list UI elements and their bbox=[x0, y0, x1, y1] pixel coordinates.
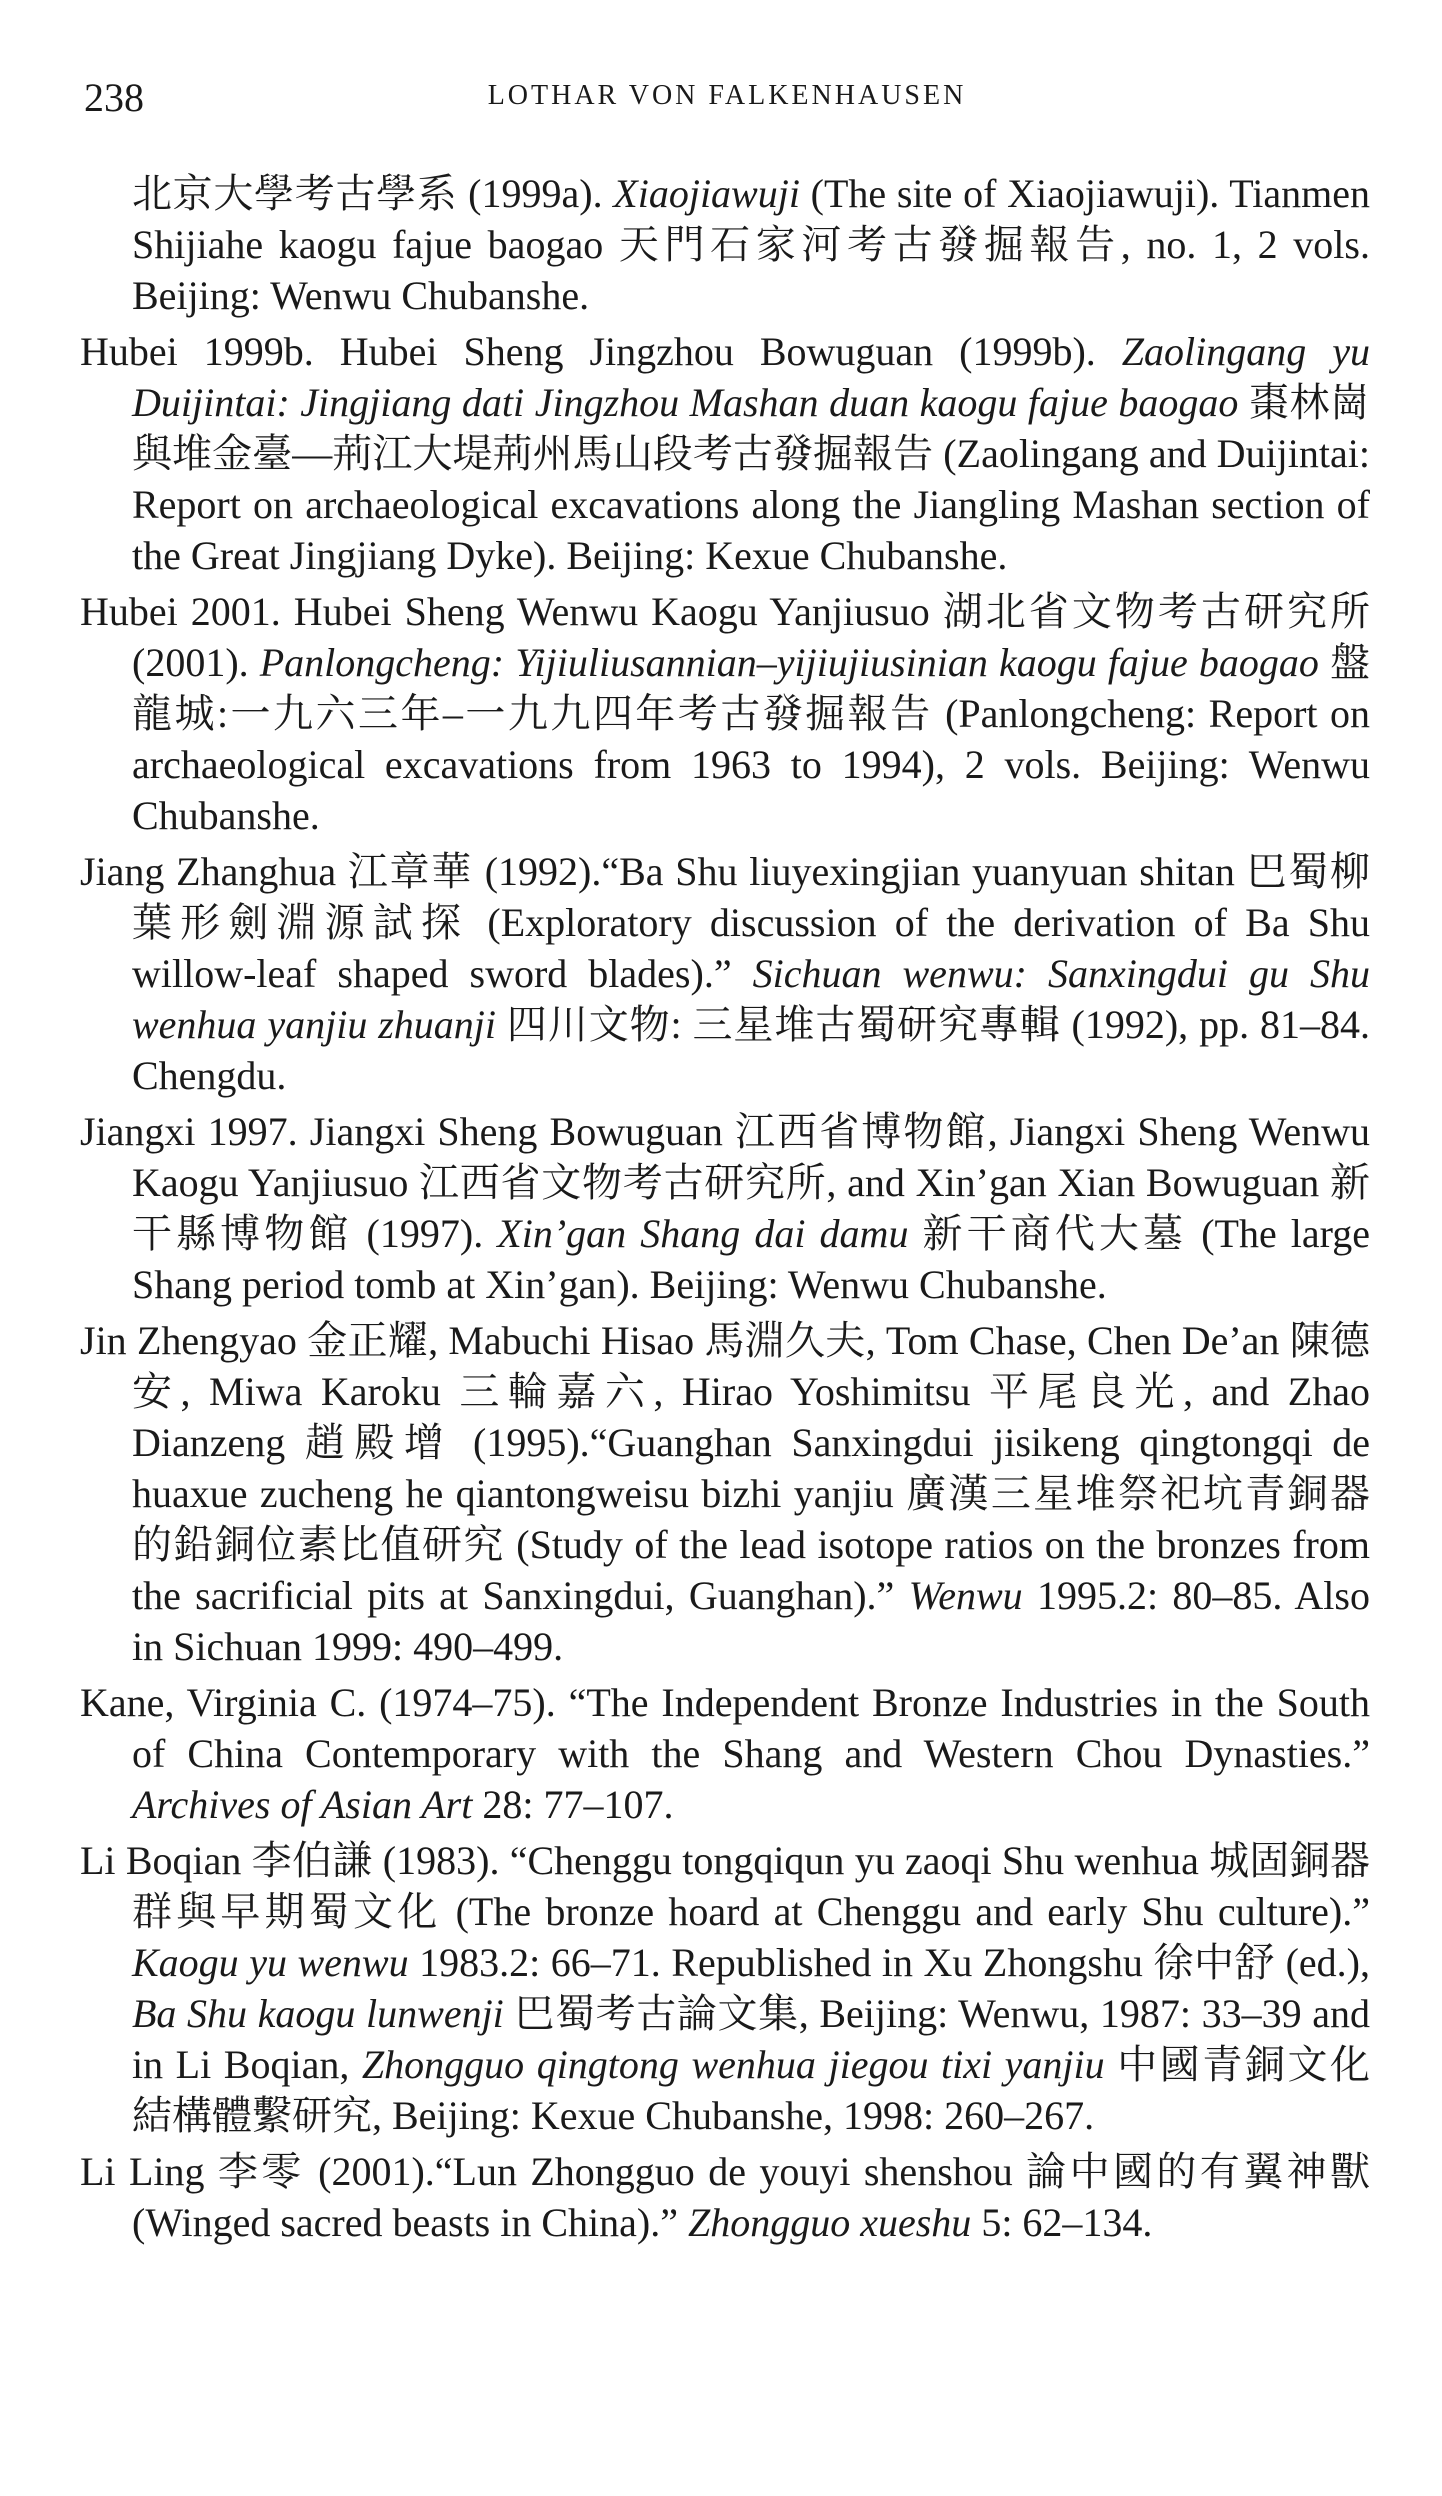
reference-title-italic: Xiaojiawuji bbox=[613, 171, 800, 216]
reference-text: 1983.2: 66–71. Republished in Xu Zhongshu 徐中舒 (ed.), bbox=[408, 1940, 1370, 1985]
reference-entry bbox=[80, 1835, 1370, 2141]
reference-text: 棗林崗與堆金臺—荊江大堤荊州馬山段考古發掘報告 (Zaolingang and Duijintai: Report on archaeological excavations along the Jiangling Mashan section of the Great Jingjiang Dyke). Beijing: Kexue Chubanshe. bbox=[132, 380, 1370, 578]
reference-text: Li Boqian 李伯謙 (1983). “Chenggu tongqiqun yu zaoqi Shu wenhua 城固銅器群與早期蜀文化 (The bronze hoard at Chenggu and early Shu culture).” bbox=[80, 1838, 1370, 1934]
reference-text: Jiang Zhanghua 江章華 (1992).“Ba Shu liuyexingjian yuanyuan shitan 巴蜀柳葉形劍淵源試探 (Exploratory discussion of the derivation of Ba Shu willow-leaf shaped sword blades).” bbox=[80, 849, 1370, 996]
reference-text: Kane, Virginia C. (1974–75). “The Independent Bronze Industries in the South of China Contemporary with the Shang and Western Chou Dynasties.” bbox=[80, 1680, 1370, 1776]
running-head: LOTHAR VON FALKENHAUSEN bbox=[487, 80, 967, 111]
reference-text: Jiangxi 1997. Jiangxi Sheng Bowuguan 江西省博物館, Jiangxi Sheng Wenwu Kaogu Yanjiusuo 江西省文物考古研究所, and Xin’gan Xian Bowuguan 新干縣博物館 (1997). bbox=[80, 1109, 1370, 1256]
reference-text: 28: 77–107. bbox=[472, 1782, 674, 1827]
reference-text: (The site of Xiaojiawuji). Tianmen Shijiahe kaogu fajue baogao 天門石家河考古發掘報告, no. 1, 2 vols. Beijing: Wenwu Chubanshe. bbox=[132, 171, 1370, 318]
reference-title-italic: Wenwu bbox=[908, 1573, 1023, 1618]
reference-entry bbox=[80, 1106, 1370, 1310]
reference-title-italic: Zaolingang yu Duijintai: Jingjiang dati Jingzhou Mashan duan kaogu fajue baogao bbox=[132, 329, 1370, 425]
page-number: 238 bbox=[84, 75, 144, 120]
reference-text: 新干商代大墓 (The large Shang period tomb at Xin’gan). Beijing: Wenwu Chubanshe. bbox=[132, 1211, 1371, 1307]
reference-entry bbox=[80, 1677, 1370, 1830]
reference-title-italic: Zhongguo qingtong wenhua jiegou tixi yanjiu bbox=[361, 2042, 1105, 2087]
reference-entry bbox=[80, 1315, 1370, 1672]
reference-text: 5: 62–134. bbox=[971, 2200, 1153, 2245]
reference-text: 中國青銅文化結構體繫研究, Beijing: Kexue Chubanshe, 1998: 260–267. bbox=[132, 2042, 1371, 2138]
reference-title-italic: Xin’gan Shang dai damu bbox=[497, 1211, 909, 1256]
reference-text: 1995.2: 80–85. Also in Sichuan 1999: 490–499. bbox=[132, 1573, 1370, 1669]
reference-title-italic: Zhongguo xueshu bbox=[687, 2200, 972, 2245]
reference-entry bbox=[80, 846, 1370, 1101]
reference-text: Jin Zhengyao 金正耀, Mabuchi Hisao 馬淵久夫, Tom Chase, Chen De’an 陳德安, Miwa Karoku 三輪嘉六, Hirao Yoshimitsu 平尾良光, and Zhao Dianzeng 趙殿增 (1995).“Guanghan Sanxingdui jisikeng qingtongqi de huaxue zucheng he qiantongweisu bizhi yanjiu 廣漢三星堆祭祀坑青銅器的鉛銅位素比值研究 (Study of the lead isotope ratios on the bronzes from the sacrificial pits at Sanxingdui, Guanghan).” bbox=[80, 1318, 1370, 1618]
reference-entry bbox=[80, 586, 1370, 841]
reference-text: 四川文物: 三星堆古蜀研究專輯 (1992), pp. 81–84. Chengdu. bbox=[132, 1002, 1370, 1098]
reference-entry bbox=[80, 168, 1370, 321]
reference-title-italic: Kaogu yu wenwu bbox=[132, 1940, 409, 1985]
reference-title-italic: Sichuan wenwu: Sanxingdui gu Shu wenhua yanjiu zhuanji bbox=[132, 951, 1371, 1047]
reference-text: Hubei 2001. Hubei Sheng Wenwu Kaogu Yanjiusuo 湖北省文物考古研究所 (2001). bbox=[80, 589, 1370, 685]
reference-text: Hubei 1999b. Hubei Sheng Jingzhou Bowuguan (1999b). bbox=[80, 329, 1122, 374]
reference-title-italic: Archives of Asian Art bbox=[132, 1782, 473, 1827]
page-header bbox=[84, 74, 1370, 134]
reference-text: 北京大學考古學系 (1999a). bbox=[132, 171, 614, 216]
reference-entry bbox=[80, 2146, 1370, 2248]
reference-text: 盤龍城:一九六三年–一九九四年考古發掘報告 (Panlongcheng: Report on archaeological excavations from 1963 to 1994), 2 vols. Beijing: Wenwu Chubanshe. bbox=[132, 640, 1371, 838]
reference-text: 巴蜀考古論文集, Beijing: Wenwu, 1987: 33–39 and in Li Boqian, bbox=[132, 1991, 1370, 2087]
reference-list bbox=[80, 168, 1370, 2253]
reference-title-italic: Ba Shu kaogu lunwenji bbox=[132, 1991, 504, 2036]
reference-entry bbox=[80, 326, 1370, 581]
reference-title-italic: Panlongcheng: Yijiuliusannian–yijiujiusinian kaogu fajue baogao bbox=[259, 640, 1319, 685]
reference-text: Li Ling 李零 (2001).“Lun Zhongguo de youyi shenshou 論中國的有翼神獸 (Winged sacred beasts in China).” bbox=[80, 2149, 1370, 2245]
